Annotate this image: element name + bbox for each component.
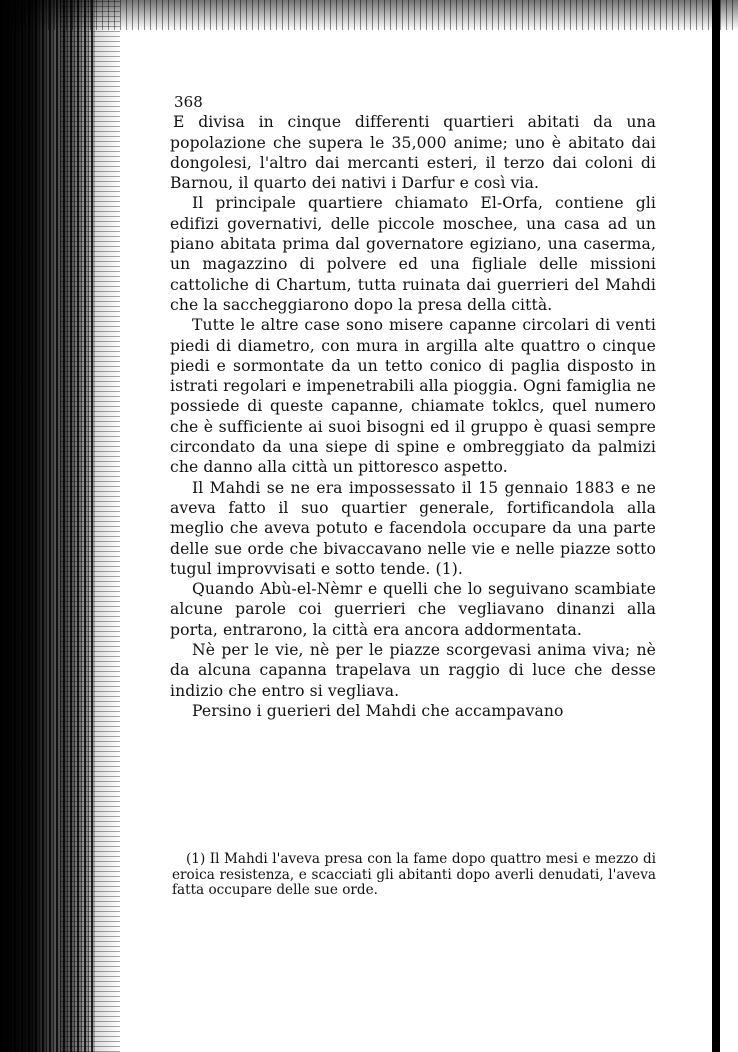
scan-left-speckle bbox=[60, 0, 120, 1052]
paragraph-6: Nè per le vie, nè per le piazze scorgevasi anima viva; nè da alcuna capanna trapelava un raggio di luce che desse indizio che entro si vegliava. bbox=[170, 641, 656, 700]
paragraph-5: Quando Abù-el-Nèmr e quelli che lo seguivano scambiate alcune parole coi guerrieri che vegliavano dinanzi alla porta, entrarono, la città era ancora addormentata. bbox=[170, 580, 656, 639]
page-number: 368 bbox=[174, 93, 203, 111]
paragraph-1: E divisa in cinque differenti quartieri abitati da una popolazione che supera le 35,000 anime; uno è abitato dai dongolesi, l'altro dai mercanti esteri, il terzo dai coloni di Barnou, il quarto dei nativi i Darfur e così via. bbox=[170, 113, 656, 193]
paragraph-3: Tutte le altre case sono misere capanne circolari di venti piedi di diametro, con mura in argilla alte quattro o cinque piedi e sormontate da un tetto conico di paglia disposto in istrati regolari e impenetrabili alla pioggia. Ogni famiglia ne possiede di queste capanne, chiamate toklcs, quel numero che è sufficiente ai suoi bisogni ed il gruppo è quasi sempre circondato da una siepe di spine e ombreggiato da palmizi che danno alla città un pittoresco aspetto. bbox=[170, 316, 656, 477]
book-page bbox=[170, 92, 656, 721]
scan-right-edge bbox=[712, 0, 720, 1052]
paragraph-2: Il principale quartiere chiamato El-Orfa, contiene gli edifizi governativi, delle piccole moschee, una casa ad un piano abitata prima dal governatore egiziano, una caserma, un magazzino di polvere ed una figliale delle missioni cattoliche di Chartum, tutta ruinata dai guerrieri del Mahdi che la saccheggiarono dopo la presa della città. bbox=[170, 194, 656, 314]
body-text bbox=[170, 112, 656, 721]
scan-top-edge bbox=[0, 0, 738, 30]
footnote: (1) Il Mahdi l'aveva presa con la fame dopo quattro mesi e mezzo di eroica resistenza, e scacciati gli abitanti dopo averli denudati, l'aveva fatta occupare delle sue orde. bbox=[172, 851, 656, 898]
paragraph-4: Il Mahdi se ne era impossessato il 15 gennaio 1883 e ne aveva fatto il suo quartier generale, fortificandola alla meglio che aveva potuto e facendola occupare da una parte delle sue orde che bivaccavano nelle vie e nelle piazze sotto tugul improvvisati e sotto tende. (1). bbox=[170, 478, 656, 578]
paragraph-7: Persino i guerieri del Mahdi che accampavano bbox=[192, 701, 564, 720]
